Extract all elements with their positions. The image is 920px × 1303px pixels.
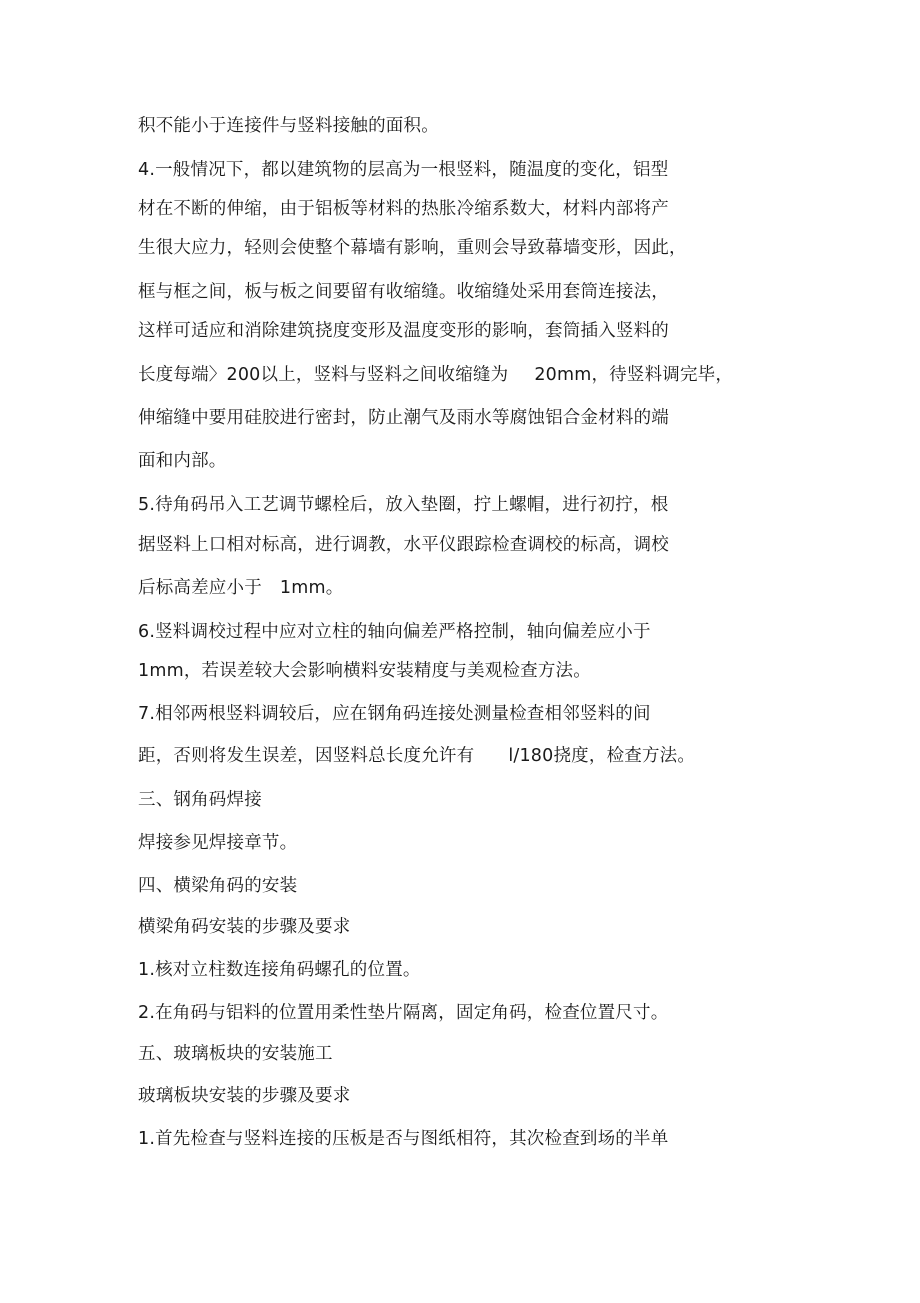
text-segment: 20mm，待竖料调完毕， <box>534 365 734 385</box>
text-line <box>138 744 695 768</box>
text-line <box>138 576 343 600</box>
text-line: 据竖料上口相对标高，进行调教，水平仪跟踪检查调校的标高，调校 <box>138 535 669 555</box>
text-line: 材在不断的伸缩，由于铝板等材料的热胀冷缩系数大，材料内部将产 <box>138 199 669 219</box>
text-line: 1.核对立柱数连接角码螺孔的位置。 <box>138 960 421 980</box>
text-segment: 长度每端〉200以上，竖料与竖料之间收缩缝为 <box>138 365 509 385</box>
text-line: 面和内部。 <box>138 451 227 471</box>
text-line: 积不能小于连接件与竖料接触的面积。 <box>138 116 439 136</box>
text-line: 1mm，若误差较大会影响横料安装精度与美观检查方法。 <box>138 661 591 681</box>
text-segment: l/180挠度，检查方法。 <box>508 746 696 766</box>
text-line: 4.一般情况下，都以建筑物的层高为一根竖料，随温度的变化，铝型 <box>138 160 669 180</box>
text-line <box>138 363 733 387</box>
section-heading: 三、钢角码焊接 <box>138 790 262 810</box>
text-line: 7.相邻两根竖料调较后，应在钢角码连接处测量检查相邻竖料的间 <box>138 704 651 724</box>
section-heading: 五、玻璃板块的安装施工 <box>138 1044 333 1064</box>
text-line: 伸缩缝中要用硅胶进行密封，防止潮气及雨水等腐蚀铝合金材料的端 <box>138 408 669 428</box>
text-line: 5.待角码吊入工艺调节螺栓后，放入垫圈，拧上螺帽，进行初拧，根 <box>138 495 669 515</box>
text-line: 焊接参见焊接章节。 <box>138 833 298 853</box>
text-line: 横梁角码安装的步骤及要求 <box>138 917 351 937</box>
text-line: 2.在角码与铝料的位置用柔性垫片隔离，固定角码，检查位置尺寸。 <box>138 1003 669 1023</box>
text-line: 6.竖料调校过程中应对立柱的轴向偏差严格控制，轴向偏差应小于 <box>138 622 651 642</box>
text-line: 1.首先检查与竖料连接的压板是否与图纸相符，其次检查到场的半单 <box>138 1129 669 1149</box>
text-segment: 1mm。 <box>279 578 344 598</box>
text-line: 玻璃板块安装的步骤及要求 <box>138 1086 351 1106</box>
text-segment: 后标高差应小于 <box>138 578 262 598</box>
text-segment: 距，否则将发生误差，因竖料总长度允许有 <box>138 746 475 766</box>
text-line: 这样可适应和消除建筑挠度变形及温度变形的影响，套筒插入竖料的 <box>138 321 669 341</box>
text-line: 生很大应力，轻则会使整个幕墙有影响，重则会导致幕墙变形，因此， <box>138 238 687 258</box>
text-line: 框与框之间，板与板之间要留有收缩缝。收缩缝处采用套筒连接法， <box>138 282 669 302</box>
section-heading: 四、横梁角码的安装 <box>138 876 298 896</box>
